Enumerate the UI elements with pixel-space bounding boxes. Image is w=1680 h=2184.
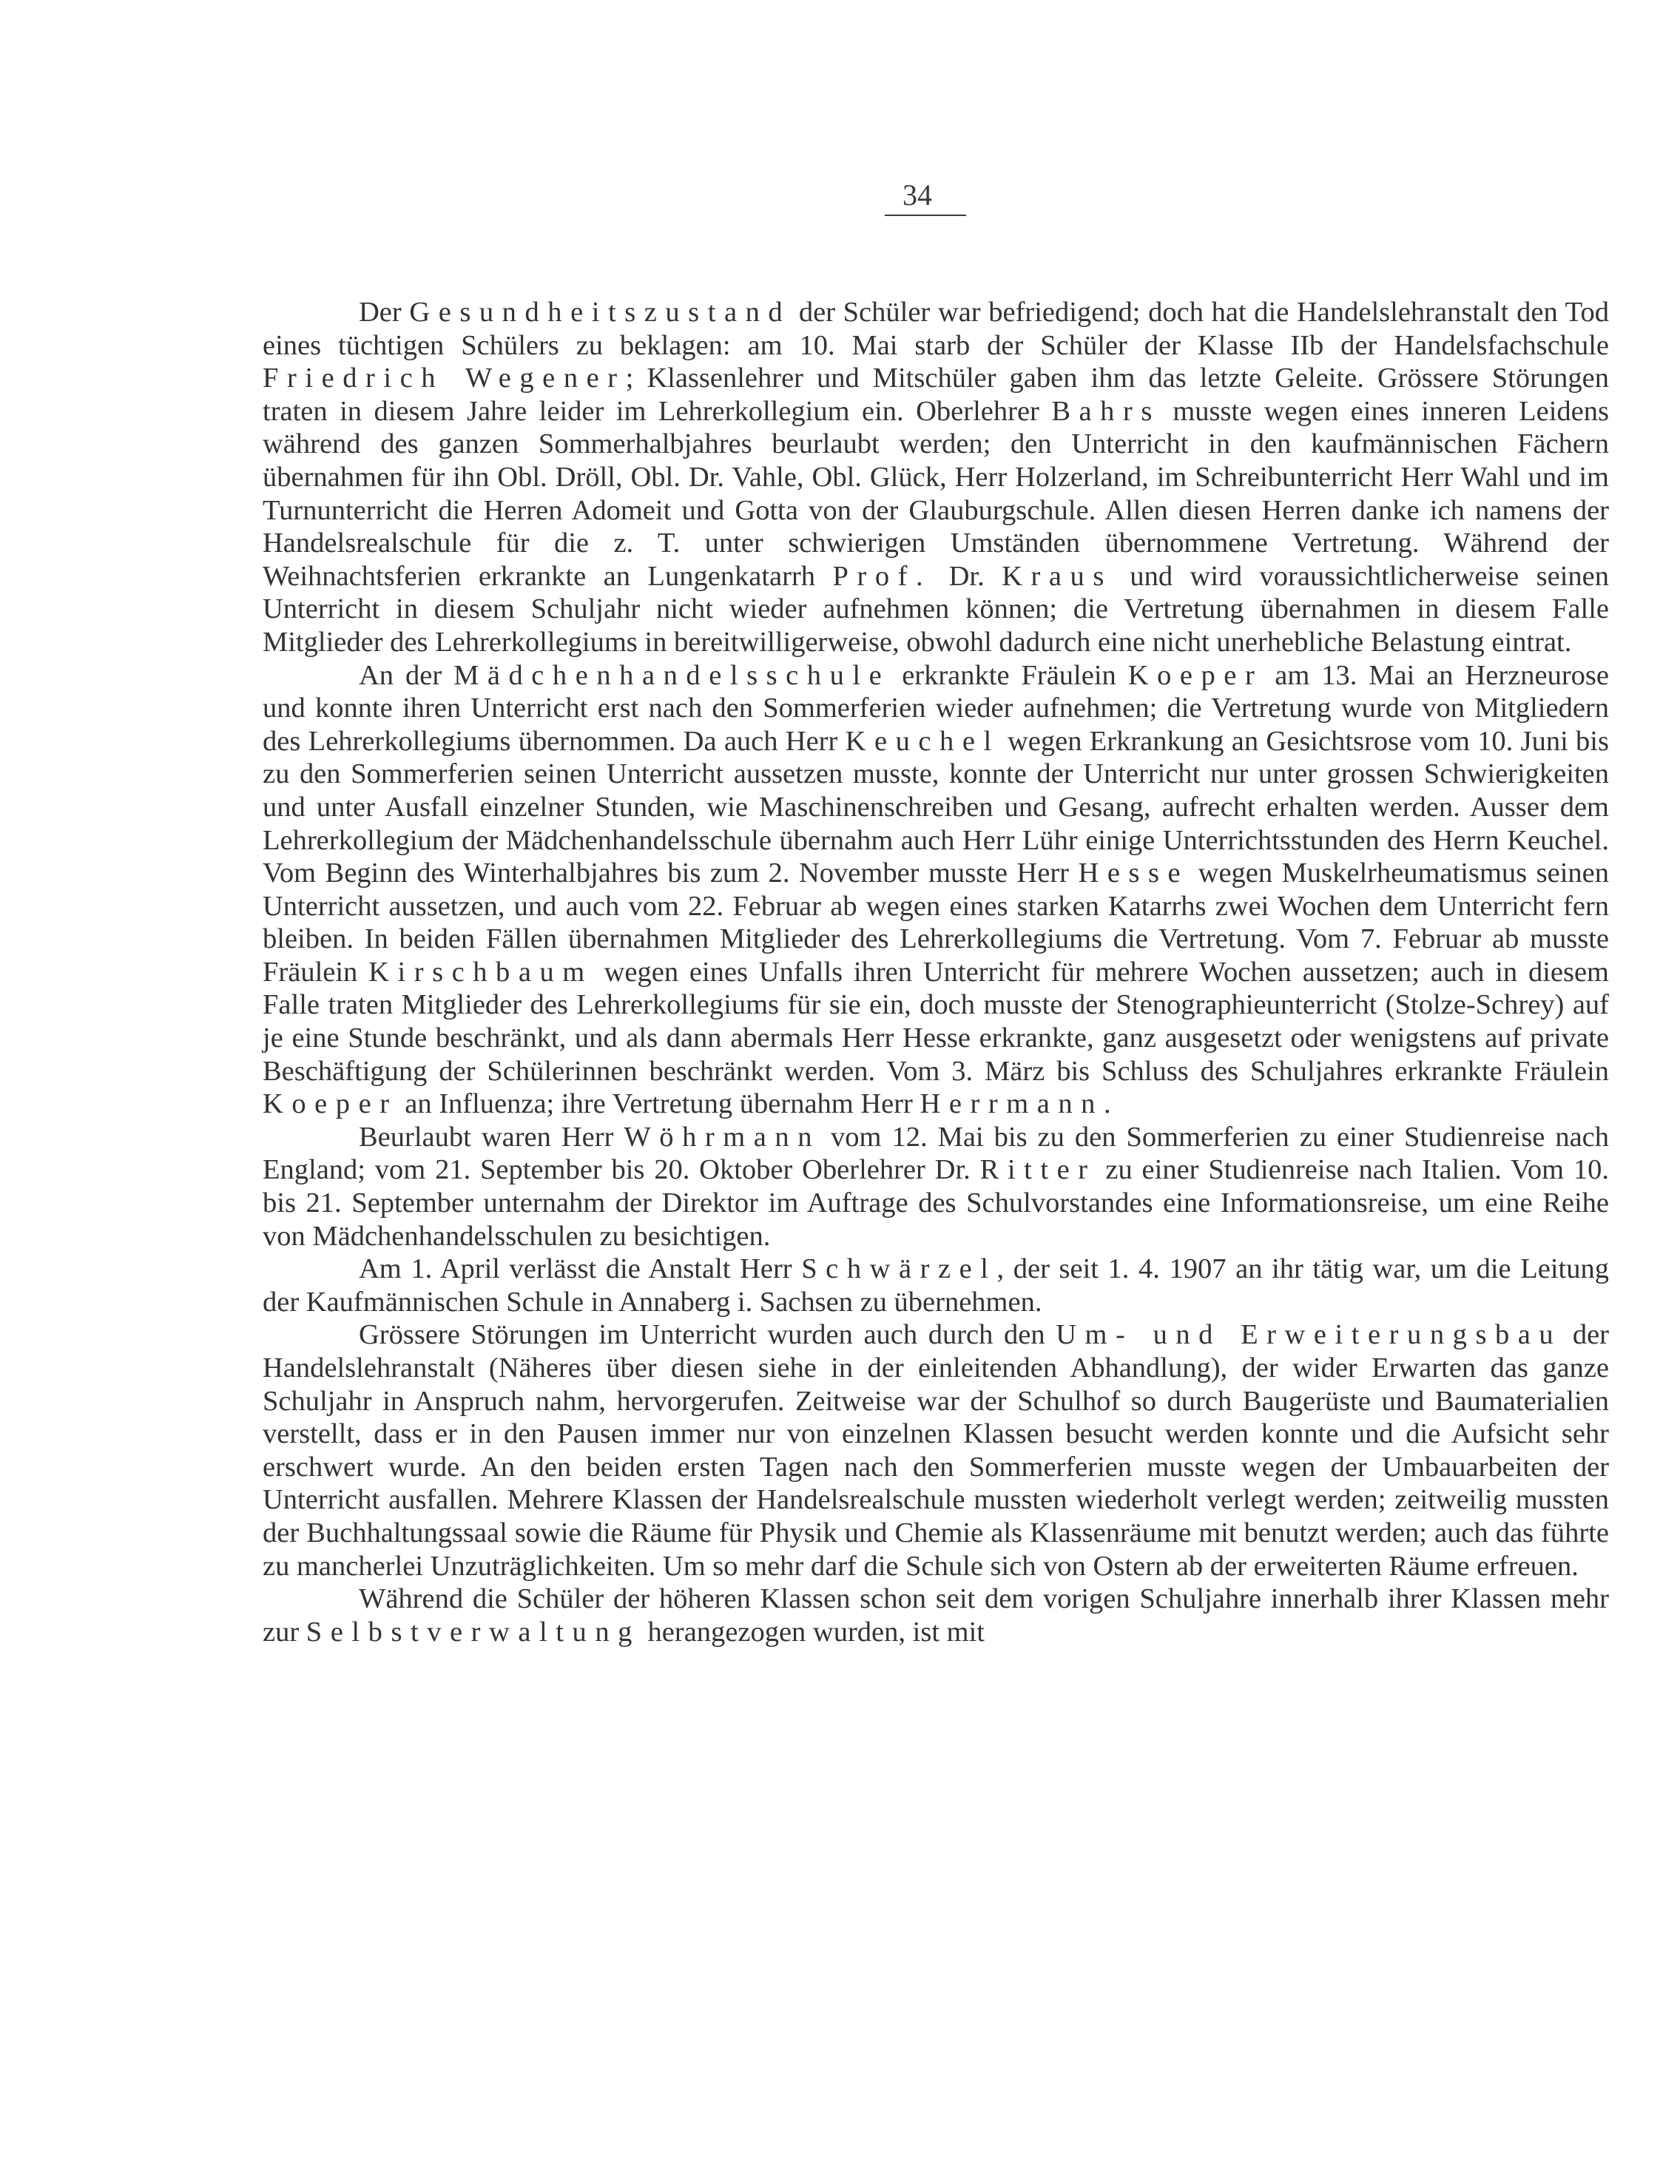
spaced-emphasis-text: Hesse — [1078, 857, 1190, 889]
text-run: wegen eines Unfalls ihren Unterricht für mehrere Wochen aussetzen; auch in diesem Falle traten Mitglieder des Lehrerkollegiums für sie ein, doch musste der Stenographieunterricht (Stolze-Schrey) auf je eine Stunde beschränkt, und als dann abermals Herr Hesse erkrankte, ganz ausgesetzt oder wenigstens auf private Beschäftigung der Schülerinnen beschränkt werden. Vom 3. März bis Schluss des Schuljahres erkrankte Fräulein — [263, 956, 1609, 1087]
spaced-emphasis-text: Prof. — [832, 560, 932, 592]
text-run: musste wegen eines inneren Leidens während des ganzen Sommerhalbjahres beurlaubt werden; den Unterricht in den kaufmännischen Fächern übernahmen für ihn Obl. Dröll, Obl. Dr. Vahle, Obl. Glück, Herr Holzerland, im Schreibunterricht Herr Wahl und im Turnunterricht die Herren Adomeit und Gotta von der Glauburgschule. Allen diesen Herren danke ich namens der Handelsrealschule für die z. T. unter schwierigen Umständen übernommene Vertretung. Während der Weihnachtsferien erkrankte an Lungenkatarrh — [263, 395, 1609, 592]
paragraph — [263, 1121, 1609, 1253]
spaced-emphasis-text: Mädchenhandelsschule — [453, 659, 891, 691]
text-run: herangezogen wurden, ist mit — [640, 1616, 985, 1648]
text-run: Während die Schüler der höheren Klassen schon seit dem vorigen Schuljahre innerhalb ihrer Klassen mehr zur — [263, 1583, 1609, 1648]
spaced-emphasis-text: Keuchel — [845, 725, 1000, 757]
text-run: Am 1. April verlässt die Anstalt Herr — [359, 1253, 802, 1285]
text-run: Beurlaubt waren Herr — [359, 1121, 624, 1153]
text-run: wegen Muskelrheumatismus seinen Unterricht aussetzen, und auch vom 22. Februar ab wegen eines starken Katarrhs zwei Wochen dem Unterricht fern bleiben. In beiden Fällen übernahmen Mitglieder des Lehrerkollegiums die Vertretung. Vom 7. Februar ab musste Fräulein — [263, 857, 1609, 988]
spaced-emphasis-text: Kraus — [1002, 560, 1113, 592]
text-run: vom 12. Mai bis zu den Sommerferien zu einer Studienreise nach England; vom 21. September bis 20. Oktober Oberlehrer Dr. — [263, 1121, 1610, 1186]
text-run: am 13. Mai an Herzneurose und konnte ihren Unterricht erst nach den Sommerferien wieder aufnehmen; die Vertretung wurde von Mitgliedern des Lehrerkollegiums übernommen. Da auch Herr — [263, 659, 1609, 757]
spaced-emphasis-text: Koeper — [263, 1088, 398, 1120]
text-run: An der — [359, 659, 454, 691]
text-run: Der — [359, 297, 410, 328]
spaced-emphasis-text: Koeper — [1127, 659, 1264, 691]
spaced-emphasis-text: Selbstverwaltung — [306, 1616, 641, 1648]
spaced-emphasis-text: Kirschbaum — [368, 956, 593, 988]
spaced-emphasis-text: Friedrich Wegener — [263, 363, 626, 394]
text-run: der Handelslehranstalt (Näheres über diesen siehe in der einleitenden Abhandlung), der wider Erwarten das ganze Schuljahr in Anspruch nahm, hervorgerufen. Zeitweise war der Schulhof so durch Baugerüste und Baumaterialien verstellt, dass er in den Pausen immer nur von einzelnen Klassen besucht werden konnte und die Aufsicht sehr erschwert wurde. An den beiden ersten Tagen nach den Sommerferien musste wegen der Umbauarbeiten der Unterricht ausfallen. Mehrere Klassen der Handelsrealschule mussten wiederholt verlegt werden; zeitweilig mussten der Buchhaltungssaal sowie die Räume für Physik und Chemie als Klassenräume mit benutzt werden; auch das führte zu mancherlei Unzuträglichkeiten. Um so mehr darf die Schule sich von Ostern ab der erweiterten Räume erfreuen. — [263, 1319, 1609, 1582]
text-run: wegen Erkrankung an Gesichtsrose vom 10. Juni bis zu den Sommerferien seinen Unterricht aussetzen musste, konnte der Unterricht nur unter grossen Schwierigkeiten und unter Ausfall einzelner Stunden, wie Maschinenschreiben und Gesang, aufrecht erhalten werden. Ausser dem Lehrerkollegium der Mädchenhandelsschule übernahm auch Herr Lühr einige Unterrichtsstunden des Herrn Keuchel. Vom Beginn des Winterhalbjahres bis zum 2. November musste Herr — [263, 725, 1609, 889]
spaced-emphasis-text: Um- und Erweiterungsbau — [1056, 1319, 1562, 1351]
text-run: der Schüler war befriedigend; doch hat die Handelslehranstalt den Tod eines tüchtigen Schülers zu beklagen: am 10. Mai starb der Schüler der Klasse IIb der Handelsfachschule — [263, 297, 1609, 361]
text-run: . — [1103, 1088, 1111, 1120]
text-run: Grössere Störungen im Unterricht wurden auch durch den — [359, 1319, 1056, 1351]
text-run: an Influenza; ihre Vertretung übernahm Herr — [397, 1088, 920, 1120]
spaced-emphasis-text: Herrmann — [920, 1088, 1104, 1120]
text-run: und wird voraussichtlicherweise seinen Unterricht in diesem Schuljahr nicht wieder aufnehmen können; die Vertretung übernahmen in diesem Falle Mitglieder des Lehrerkollegiums in bereitwilligerweise, obwohl dadurch eine nicht unerhebliche Belastung eintrat. — [263, 560, 1609, 658]
spaced-emphasis-text: Wöhrmann — [624, 1121, 821, 1153]
body-text — [263, 296, 1609, 1648]
text-run: zu einer Studienreise nach Italien. Vom 10. bis 21. September unternahm der Direktor im Auftrage des Schulvorstandes eine Informationsreise, um eine Reihe von Mädchenhandelsschulen zu besichtigen. — [263, 1154, 1609, 1252]
paragraph — [263, 1318, 1609, 1583]
paragraph — [263, 1583, 1609, 1648]
paragraph — [263, 296, 1609, 659]
spaced-emphasis-text: Bahrs — [1051, 395, 1161, 427]
text-run: , der seit 1. 4. 1907 an ihr tätig war, um die Leitung der Kaufmännischen Schule in Annaberg i. Sachsen zu übernehmen. — [263, 1253, 1609, 1318]
page-number: 34 — [903, 178, 932, 212]
paragraph — [263, 1253, 1609, 1318]
text-run: erkrankte Fräulein — [890, 659, 1128, 691]
spaced-emphasis-text: Schwärzel — [801, 1253, 997, 1285]
text-run: ; Klassenlehrer und Mitschüler gaben ihm das letzte Geleite. Grössere Störungen traten in diesem Jahre leider im Lehrerkollegium ein. Oberlehrer — [263, 363, 1609, 427]
spaced-emphasis-text: Gesundheitszustand — [409, 297, 792, 328]
page-number-underline — [885, 215, 966, 216]
paragraph — [263, 659, 1609, 1121]
spaced-emphasis-text: Ritter — [979, 1154, 1096, 1186]
text-run: Dr. — [931, 560, 1002, 592]
